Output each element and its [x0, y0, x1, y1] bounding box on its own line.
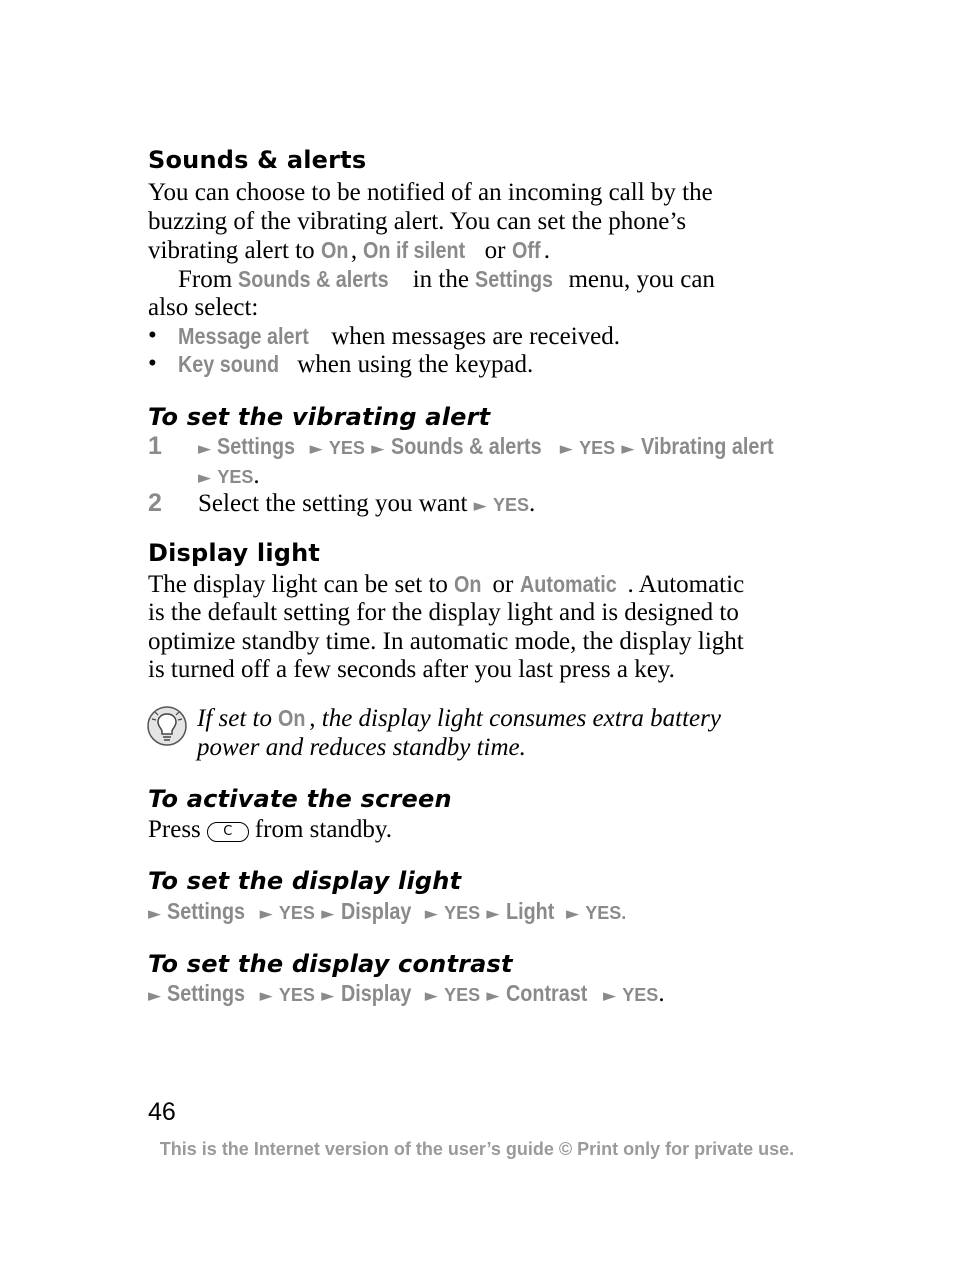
menu-term-on: On	[278, 705, 306, 731]
arrow-icon: ►	[565, 904, 580, 924]
yes-key: YES	[492, 495, 529, 515]
procedure-heading-activate-screen: To activate the screen	[148, 785, 452, 813]
yes-key: YES	[217, 467, 254, 487]
menu-term-display: Display	[340, 980, 411, 1006]
bullet-item-key-sound: Key sound when using the keypad.	[178, 351, 534, 378]
procedure-heading-display-light: To set the display light	[148, 867, 462, 895]
bullet-item-message-alert: Message alert when messages are received.	[178, 323, 620, 350]
menu-term-vibrating-alert: Vibrating alert	[640, 433, 774, 459]
display-light-path	[148, 897, 626, 929]
yes-key: YES	[579, 438, 616, 458]
arrow-icon: ►	[486, 986, 500, 1006]
menu-term-display: Display	[340, 898, 411, 924]
menu-term-contrast: Contrast	[505, 980, 588, 1006]
arrow-icon: ►	[424, 904, 438, 924]
step-number-1: 1	[148, 432, 162, 460]
page-number: 46	[148, 1098, 176, 1126]
arrow-icon: ►	[486, 904, 500, 924]
arrow-icon: ►	[259, 904, 273, 924]
paragraph-line: also select:	[148, 294, 259, 321]
section-heading-display-light: Display light	[148, 539, 321, 567]
arrow-icon: ►	[198, 439, 212, 459]
arrow-icon: ►	[621, 439, 635, 459]
arrow-icon: ►	[473, 496, 487, 516]
yes-key: YES.	[585, 903, 627, 923]
yes-key: YES	[444, 903, 481, 923]
paragraph-line: buzzing of the vibrating alert. You can set the phone’s	[148, 208, 687, 235]
arrow-icon: ►	[602, 986, 617, 1006]
yes-key: YES	[278, 985, 315, 1005]
arrow-icon: ►	[424, 986, 438, 1006]
menu-term-on: On	[454, 571, 482, 597]
menu-term-settings: Settings	[217, 433, 296, 459]
menu-term-on: On	[320, 237, 349, 263]
paragraph-line: optimize standby time. In automatic mode, the display light	[148, 628, 744, 655]
lightbulb-tip-icon	[146, 705, 188, 747]
arrow-icon: ►	[259, 986, 273, 1006]
arrow-icon: ►	[148, 904, 162, 924]
menu-term-settings: Settings	[167, 980, 246, 1006]
menu-term-key-sound: Key sound	[178, 351, 280, 377]
paragraph-line: You can choose to be notified of an incoming call by the	[148, 179, 713, 206]
menu-term-on-if-silent: On if silent	[363, 237, 466, 263]
section-heading-sounds-alerts: Sounds & alerts	[148, 146, 367, 174]
procedure-heading-display-contrast: To set the display contrast	[148, 950, 513, 978]
bullet-marker: •	[148, 350, 157, 377]
tip-line: If set to On , the display light consumes extra battery	[197, 705, 721, 732]
step-number-2: 2	[148, 489, 162, 517]
yes-key: YES	[622, 985, 659, 1005]
menu-term-light: Light	[505, 898, 555, 924]
arrow-icon: ►	[321, 904, 335, 924]
menu-term-sounds-alerts: Sounds & alerts	[238, 266, 390, 292]
menu-term-settings: Settings	[475, 266, 554, 292]
menu-term-sounds-alerts: Sounds & alerts	[390, 433, 542, 459]
arrow-icon: ►	[371, 439, 385, 459]
activate-instruction: Press C from standby.	[148, 816, 393, 843]
arrow-icon: ►	[321, 986, 335, 1006]
paragraph-line: From Sounds & alerts in the Settings menu, you can	[178, 266, 715, 293]
menu-term-settings: Settings	[167, 898, 246, 924]
procedure-heading-vibrating-alert: To set the vibrating alert	[148, 403, 491, 431]
menu-term-automatic: Automatic	[519, 571, 617, 597]
menu-term-message-alert: Message alert	[178, 323, 309, 349]
step-2-text: Select the setting you want ► YES.	[198, 490, 536, 517]
paragraph-line: is the default setting for the display light and is designed to	[148, 599, 739, 626]
arrow-icon: ►	[148, 986, 162, 1006]
arrow-icon: ►	[309, 439, 323, 459]
step-1-path-continued: ► YES.	[198, 462, 260, 489]
arrow-icon: ►	[559, 439, 573, 459]
arrow-icon: ►	[198, 468, 212, 488]
footer-notice: This is the Internet version of the user’s guide © Print only for private use.	[159, 1139, 795, 1159]
tip-line: power and reduces standby time.	[197, 734, 526, 761]
yes-key: YES	[328, 438, 365, 458]
bullet-marker: •	[148, 322, 157, 349]
menu-term-off: Off	[511, 237, 541, 263]
yes-key: YES	[444, 985, 481, 1005]
yes-key: YES	[278, 903, 315, 923]
c-key-icon: C	[207, 822, 249, 842]
step-1-path	[198, 432, 786, 464]
paragraph-line: The display light can be set to On or Automatic . Automatic	[148, 571, 745, 598]
paragraph-line: vibrating alert to On , On if silent or Off .	[148, 237, 550, 264]
paragraph-line: is turned off a few seconds after you last press a key.	[148, 656, 675, 683]
display-contrast-path: ► Settings ► YES ► Display ► YES ► Contrast ► YES.	[148, 980, 665, 1007]
